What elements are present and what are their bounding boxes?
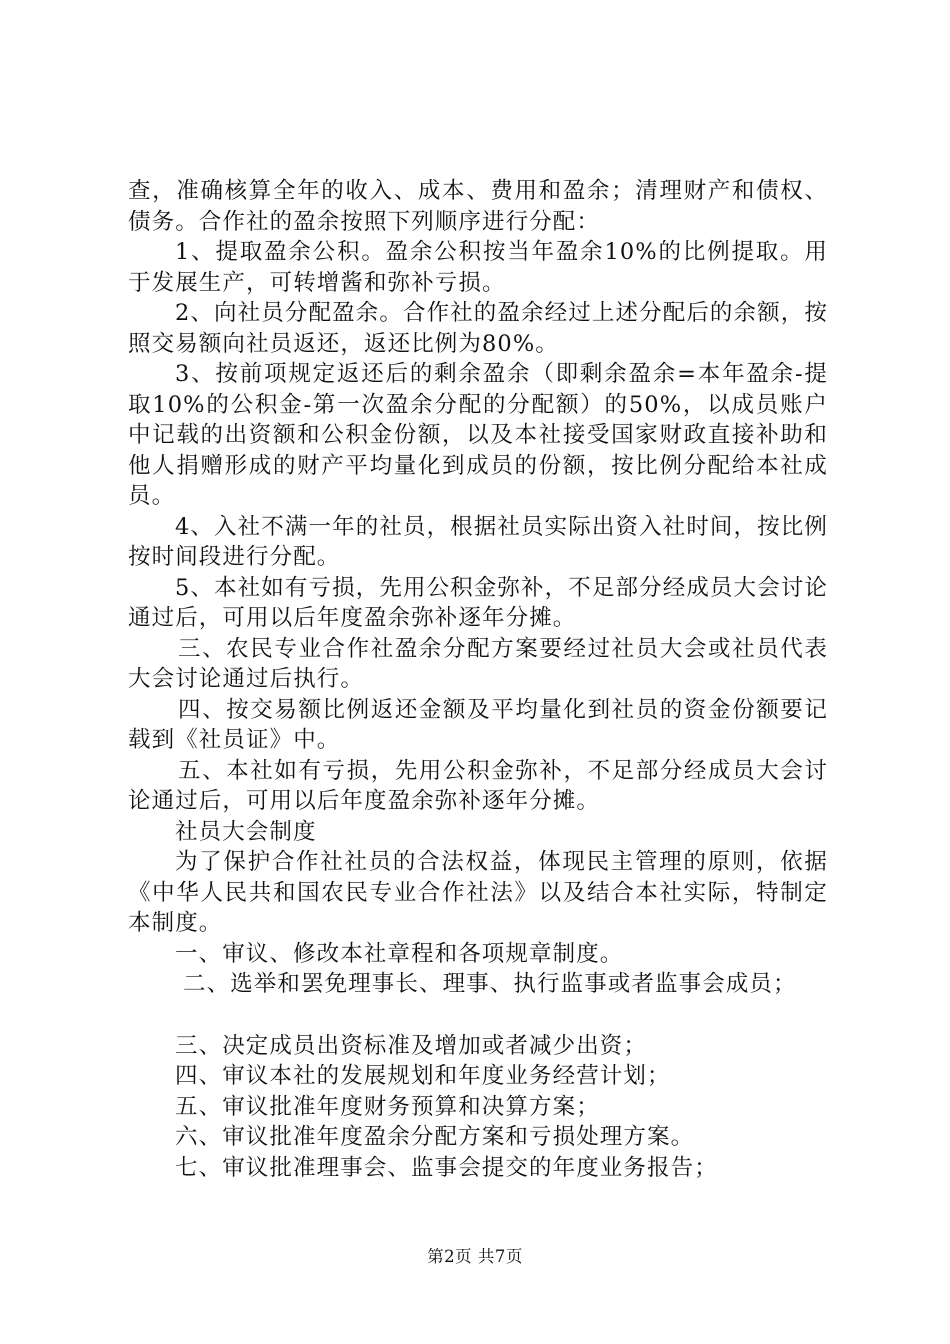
- list-item: 四、审议本社的发展规划和年度业务经营计划；: [175, 1063, 671, 1089]
- paragraph: 4、入社不满一年的社员，根据社员实际出资入社时间，按比例按时间段进行分配。: [128, 513, 828, 570]
- list-item: 二、选举和罢免理事长、理事、执行监事或者监事会成员；: [183, 971, 797, 997]
- paragraph: 三、农民专业合作社盈余分配方案要经过社员大会或社员代表大会讨论通过后执行。: [128, 635, 828, 692]
- paragraph: 五、本社如有亏损，先用公积金弥补，不足部分经成员大会讨论通过后，可用以后年度盈余弥补逐年分摊。: [128, 757, 828, 814]
- paragraph: 3、按前项规定返还后的剩余盈余（即剩余盈余=本年盈余-提取10%的公积金-第一次盈余分配的分配额）的50%，以成员账户中记载的出资额和公积金份额，以及本社接受国家财政直接补助和他人捐赠形成的财产平均量化到成员的份额，按比例分配给本社成员。: [128, 361, 828, 509]
- list-item: 五、审议批准年度财务预算和决算方案；: [175, 1093, 600, 1120]
- paragraph: 2、向社员分配盈余。合作社的盈余经过上述分配后的余额，按照交易额向社员返还，返还比例为80%。: [128, 300, 828, 357]
- list-item: 七、审议批准理事会、监事会提交的年度业务报告；: [175, 1154, 718, 1181]
- paragraph: 1、提取盈余公积。盈余公积按当年盈余10%的比例提取。用于发展生产，可转增酱和弥补亏损。: [128, 239, 828, 296]
- list-item: 六、审议批准年度盈余分配方案和亏损处理方案。: [175, 1124, 695, 1150]
- section-heading: 社员大会制度: [175, 818, 317, 845]
- blank-line: [128, 1000, 828, 1031]
- paragraph: 5、本社如有亏损，先用公积金弥补，不足部分经成员大会讨论通过后，可用以后年度盈余弥补逐年分摊。: [128, 574, 828, 631]
- page-number: 第2页 共7页: [427, 1247, 523, 1266]
- list-item: 一、审议、修改本社章程和各项规章制度。: [175, 940, 624, 967]
- list-item: 三、决定成员出资标准及增加或者减少出资；: [175, 1032, 648, 1059]
- paragraph: 四、按交易额比例返还金额及平均量化到社员的资金份额要记载到《社员证》中。: [128, 696, 828, 753]
- paragraph: 为了保护合作社社员的合法权益，体现民主管理的原则，依据《中华人民共和国农民专业合作社法》以及结合本社实际，特制定本制度。: [128, 849, 828, 936]
- paragraph: 查，准确核算全年的收入、成本、费用和盈余；清理财产和债权、债务。合作社的盈余按照下列顺序进行分配：: [128, 178, 828, 235]
- document-body: [128, 176, 828, 1183]
